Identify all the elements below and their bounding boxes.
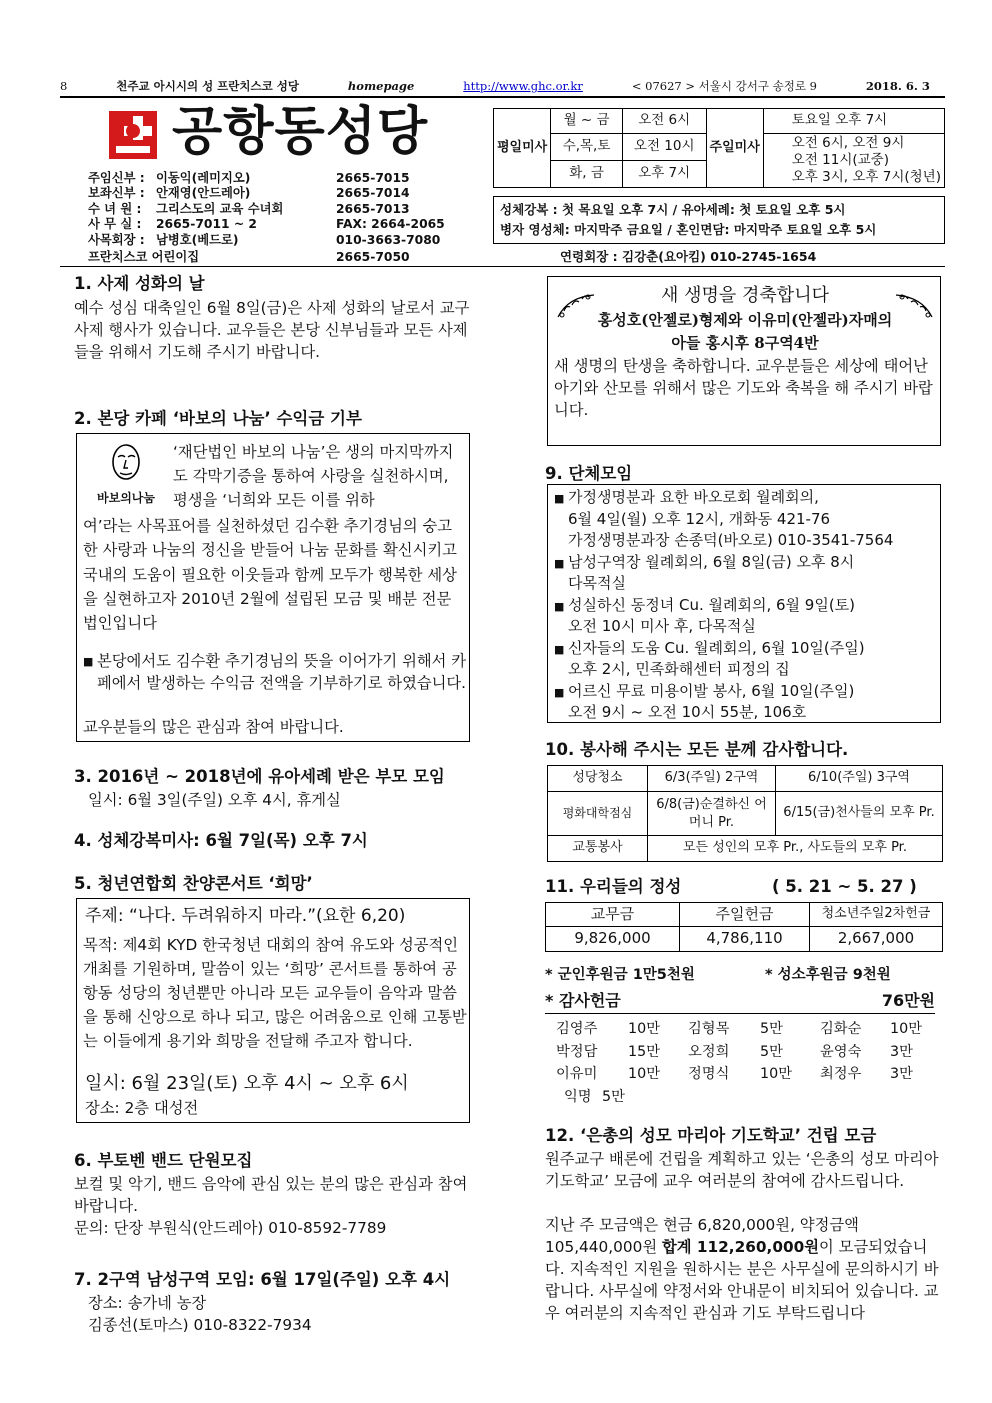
staff-row: 사목회장 : 남병호(베드로) 010-3663-7080	[88, 232, 441, 247]
page-number: 8	[60, 79, 68, 93]
section-6-contact: 문의: 단장 부원식(안드레아) 010-8592-7789	[74, 1219, 387, 1237]
table-row: 교무금 주일헌금 청소년주일2차헌금	[546, 903, 943, 927]
seminary-donation: * 성소후원금 9천원	[765, 967, 891, 983]
list-item: ■ 성실하신 동정녀 Cu. 월례회의, 6월 9일(토) 오전 10시 미사 후, 다목적실	[554, 595, 934, 638]
table-row: 9,826,000 4,786,110 2,667,000	[546, 927, 943, 951]
section-7-title: 7. 2구역 남성구역 모임: 6월 17일(주일) 오후 4시	[74, 1270, 451, 1289]
section-12-fund: 지난 주 모금액은 현금 6,820,000원, 약정금액 105,440,000원 합계 112,260,000원이 모금되었습니다. 지속적인 지원을 원하시는 분은 사무실에 문의하시기 바랍니다. 사무실에 약정서와 안내문이 비치되어 있습니다. 교우 여러분의 지속적인 관심과 기도 부탁드립니다	[545, 1216, 939, 1322]
section-2-intro: ‘재단법인 바보의 나눔’은 생의 마지막까지도 각막기증을 통하여 사랑을 실천하시며, 평생을 ‘너희와 모든 이를 위하	[173, 443, 454, 509]
concert-place: 장소: 2층 대성전	[85, 1099, 199, 1117]
nursery-contact: 프란치스코 어린이집 2665-7050	[88, 250, 410, 264]
staff-row: 주임신부 : 이동익(레미지오) 2665-7015	[88, 171, 410, 185]
group-meetings-box	[547, 484, 941, 723]
weekday-mass-label: 평일미사	[494, 109, 551, 188]
section-6-body: 보컬 및 악기, 밴드 음악에 관심 있는 분의 많은 관심과 참여 바랍니다.	[74, 1175, 468, 1215]
funeral-association: 연령회장 : 김강춘(요아킴) 010-2745-1654	[560, 249, 817, 264]
section-2-bullet: ■ 본당에서도 김수환 추기경님의 뜻을 이어가기 위해서 카페에서 발생하는 수익금 전액을 기부하기로 하였습니다.	[83, 650, 467, 694]
staff-row: 보좌신부 : 안재영(안드레아) 2665-7014	[88, 186, 410, 201]
page-header	[60, 78, 930, 94]
donor-list	[556, 1018, 922, 1108]
babo-logo-text: 바보의나눔	[97, 491, 155, 506]
list-item: 이유미 10만 정명식 10만 최정우 3만	[556, 1066, 913, 1082]
offering-table	[545, 902, 943, 952]
service-table	[547, 765, 943, 862]
staff-row: 수 녀 원 : 그리스도의 교육 수녀회 2665-7013	[88, 201, 410, 216]
sunday-mass-label: 주일미사	[706, 109, 763, 188]
section-4-title: 4. 성체강복미사: 6월 7일(목) 오후 7시	[74, 831, 368, 850]
section-7-place: 장소: 송가네 농장	[88, 1294, 207, 1312]
section-2-desc: 여’라는 사목표어를 실천하셨던 김수환 추기경님의 숭고한 사랑과 나눔의 정신을 받들어 나눔 문화를 확신시키고 국내의 도움이 필요한 이웃들과 함께 모두가 행복한 세상을 실현하고자 2010년 2월에 설립된 모금 및 배분 전문법인입니다	[83, 517, 457, 633]
section-3-title: 3. 2016년 ~ 2018년에 유아세례 받은 부모 모임	[74, 767, 445, 786]
sacrament-notice: 성체강복 : 첫 목요일 오후 7시 / 유아세례: 첫 토요일 오후 5시 병자 영성체: 마지막주 금요일 / 혼인면담: 마지막주 토요일 오후 5시	[493, 196, 945, 244]
homepage-link[interactable]: http://www.ghc.or.kr	[463, 79, 583, 93]
new-life-box	[547, 276, 941, 446]
church-org: 천주교 아시시의 성 프란치스코 성당	[116, 79, 299, 93]
section-10-title: 10. 봉사해 주시는 모든 분께 감사합니다.	[545, 740, 849, 759]
offering-period: ( 5. 21 ~ 5. 27 )	[772, 877, 917, 896]
issue-date: 2018. 6. 3	[865, 79, 930, 93]
staff-list	[88, 171, 445, 248]
concert-time: 일시: 6월 23일(토) 오후 4시 ~ 오후 6시	[85, 1073, 409, 1094]
concert-purpose: 목적: 제4회 KYD 한국청년 대회의 참여 유도와 성공적인 개최를 기원하며, 말씀이 있는 ‘희망’ 콘서트를 통하여 공항동 성당의 청년뿐만 아니라 모든 교우들이 음악과 말씀을 통해 신앙으로 하나 되고, 많은 어려움으로 인해 고통받는 이들에게 용기와 희망을 전달해 주고자 합니다.	[83, 936, 467, 1050]
page-title: 공항동성당	[172, 102, 429, 162]
list-item: ■ 신자들의 도움 Cu. 월례회의, 6월 10일(주일) 오후 2시, 민족화해센터 피정의 집	[554, 638, 934, 681]
section-3-body: 일시: 6월 3일(주일) 오후 4시, 휴게실	[88, 791, 341, 809]
list-item: 익명 5만	[564, 1088, 625, 1105]
new-life-title: 새 생명을 경축합니다	[661, 285, 829, 306]
new-life-body: 새 생명의 탄생을 축하합니다. 교우분들은 세상에 태어난 아기와 산모를 위해서 많은 기도와 축복을 해 주시기 바랍니다.	[554, 357, 933, 419]
list-item: 김영주 10만 김형목 5만 김화순 10만	[556, 1021, 923, 1037]
face-sketch-icon	[106, 442, 146, 484]
section-1-title: 1. 사제 성화의 날	[74, 274, 205, 293]
header-bottom-rule	[60, 266, 945, 267]
section-2-last: 교우분들의 많은 관심과 참여 바랍니다.	[83, 718, 344, 736]
fund-total: 합계 112,260,000원	[661, 1238, 820, 1256]
new-life-child: 아들 홍시후 8구역4반	[671, 334, 819, 352]
address: < 07627 > 서울시 강서구 송정로 9	[631, 79, 817, 93]
mass-schedule-table: 평일미사 월 ~ 금 오전 6시 주일미사 토요일 오후 7시 수,목,토 오전 10시 오전 6시, 오전 9시 오전 11시(교중) 오후 3시, 오후 7시(청년) 화, 금 오후 7시	[493, 108, 945, 188]
section-9-title: 9. 단체모임	[545, 464, 633, 483]
table-row: 교통봉사 모든 성인의 모후 Pr., 사도들의 모후 Pr.	[548, 836, 943, 862]
homepage-label: homepage	[347, 79, 415, 93]
babo-logo	[83, 442, 169, 507]
section-5-box	[76, 898, 470, 1123]
concert-theme: 주제: “나다. 두려워하지 마라.”(요한 6,20)	[85, 906, 406, 926]
section-6-title: 6. 부토벤 밴드 단원모집	[74, 1151, 253, 1170]
list-item: ■ 가정생명분과 요한 바오로회 월례회의, 6월 4일(월) 오후 12시, 개화동 421-76 가정생명분과장 손종덕(바오로) 010-3541-7564	[554, 487, 934, 552]
table-row: 성당청소 6/3(주일) 2구역 6/10(주일) 3구역	[548, 766, 943, 792]
section-5-title: 5. 청년연합회 찬양콘서트 ‘희망’	[74, 874, 313, 893]
section-11-title: 11. 우리들의 정성	[545, 877, 682, 896]
section-12-title: 12. ‘은총의 성모 마리아 기도학교’ 건립 모금	[545, 1126, 877, 1145]
new-life-parents: 홍성호(안젤로)형제와 이유미(안젤라)자매의	[597, 311, 893, 329]
section-1-body: 예수 성심 대축일인 6월 8일(금)은 사제 성화의 날로서 교구 사제 행사가 있습니다. 교우들은 본당 신부님들과 모든 사제들을 위해서 기도해 주시기 바랍니다.	[74, 299, 470, 361]
list-item: 박정담 15만 오정희 5만 윤영숙 3만	[556, 1043, 913, 1060]
table-row: 평화대학점심 6/8(금)순결하신 어머니 Pr. 6/15(금)천사들의 모후 Pr.	[548, 792, 943, 836]
thanks-offering: * 감사헌금 76만원	[545, 990, 935, 1014]
church-logo-icon	[108, 110, 158, 160]
section-2-title: 2. 본당 카페 ‘바보의 나눔’ 수익금 기부	[74, 409, 362, 428]
military-donation: * 군인후원금 1만5천원	[545, 967, 695, 983]
staff-row: 사 무 실 : 2665-7011 ~ 2 FAX: 2664-2065	[88, 217, 445, 232]
list-item: ■ 어르신 무료 미용이발 봉사, 6월 10일(주일) 오전 9시 ~ 오전 10시 55분, 106호	[554, 681, 934, 724]
list-item: ■ 남성구역장 월례회의, 6월 8일(금) 오후 8시 다목적실	[554, 552, 934, 595]
section-2-box	[76, 433, 470, 742]
section-7-contact: 김종선(토마스) 010-8322-7934	[88, 1316, 312, 1334]
section-12-body: 원주교구 배론에 건립을 계획하고 있는 ‘은총의 성모 마리아 기도학교’ 모금에 교우 여러분의 참여에 감사드립니다.	[545, 1150, 939, 1190]
